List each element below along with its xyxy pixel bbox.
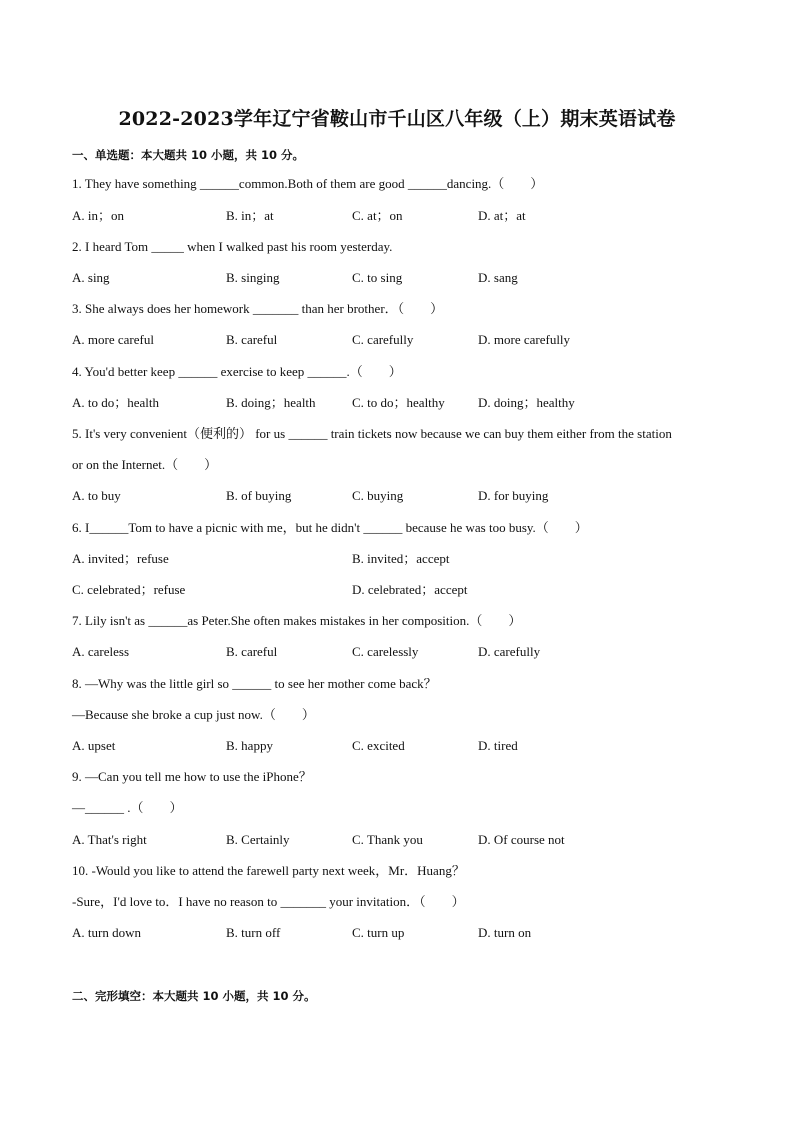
question-4-options [72, 395, 752, 411]
question-8-options [72, 738, 752, 754]
question-6-options-row-2 [72, 582, 752, 598]
option-c: C. turn up [352, 925, 405, 940]
option-a: A. in；on [72, 208, 125, 223]
option-d: D. Of course not [478, 832, 565, 847]
option-b: B. doing；health [226, 395, 316, 410]
option-a: A. to buy [72, 488, 121, 503]
question-3-stem: 3. She always does her homework _______ than her brother．（ ） [72, 301, 444, 316]
question-1-stem: 1. They have something ______common.Both of them are good ______dancing.（ ） [72, 176, 544, 191]
question-7-stem: 7. Lily isn't as ______as Peter.She often makes mistakes in her composition.（ ） [72, 613, 522, 628]
option-c: C. Thank you [352, 832, 423, 847]
question-10-stem-continued: -Sure，I'd love to．I have no reason to _______ your invitation．（ ） [72, 894, 465, 909]
question-7-options [72, 644, 752, 660]
option-b: B. of buying [226, 488, 292, 503]
question-5-stem: 5. It's very convenient（便利的） for us ______ train tickets now because we can buy them either from the station [72, 426, 672, 441]
option-d: D. carefully [478, 644, 541, 659]
option-d: D. celebrated；accept [352, 582, 468, 597]
option-d: D. doing；healthy [478, 395, 575, 410]
exam-title: 2022-2023学年辽宁省鞍山市千山区八年级（上）期末英语试卷 [118, 108, 676, 130]
option-b: B. singing [226, 270, 280, 285]
option-c: C. carefully [352, 332, 414, 347]
section-heading-cloze: 二、完形填空：本大题共 10 小题，共 10 分。 [72, 989, 316, 1003]
option-c: C. carelessly [352, 644, 419, 659]
option-a: A. invited；refuse [72, 551, 169, 566]
question-8-stem: 8. —Why was the little girl so ______ to see her mother come back？ [72, 676, 437, 691]
question-4-stem: 4. You'd better keep ______ exercise to keep ______.（ ） [72, 364, 402, 379]
option-a: A. careless [72, 644, 130, 659]
option-b: B. Certainly [226, 832, 290, 847]
question-9-stem: 9. —Can you tell me how to use the iPhone？ [72, 769, 312, 784]
question-10-options [72, 925, 752, 941]
question-9-stem-continued: —______ .（ ） [72, 800, 183, 815]
option-c: C. to sing [352, 270, 403, 285]
option-a: A. sing [72, 270, 110, 285]
option-c: C. celebrated；refuse [72, 582, 186, 597]
question-3-options [72, 332, 752, 348]
option-b: B. turn off [226, 925, 281, 940]
option-b: B. in；at [226, 208, 274, 223]
option-c: C. excited [352, 738, 405, 753]
option-b: B. careful [226, 332, 278, 347]
option-d: D. more carefully [478, 332, 571, 347]
question-5-stem-continued: or on the Internet.（ ） [72, 457, 218, 472]
option-d: D. at；at [478, 208, 526, 223]
question-6-stem: 6. I______Tom to have a picnic with me，but he didn't ______ because he was too busy.（ ） [72, 520, 588, 535]
option-a: A. turn down [72, 925, 141, 940]
question-1-options [72, 208, 752, 224]
option-a: A. That's right [72, 832, 147, 847]
option-a: A. more careful [72, 332, 154, 347]
question-2-stem: 2. I heard Tom _____ when I walked past his room yesterday. [72, 239, 393, 254]
question-2-options [72, 270, 752, 286]
option-b: B. careful [226, 644, 278, 659]
option-a: A. upset [72, 738, 116, 753]
option-d: D. turn on [478, 925, 532, 940]
section-heading-single-choice: 一、单选题：本大题共 10 小题，共 10 分。 [72, 148, 305, 162]
option-c: C. to do；healthy [352, 395, 445, 410]
question-9-options [72, 832, 752, 848]
option-b: B. invited；accept [352, 551, 450, 566]
question-10-stem: 10. -Would you like to attend the farewell party next week，Mr．Huang？ [72, 863, 465, 878]
question-6-options-row-1 [72, 551, 752, 567]
question-5-options [72, 488, 752, 504]
option-c: C. at；on [352, 208, 403, 223]
option-d: D. sang [478, 270, 518, 285]
option-c: C. buying [352, 488, 404, 503]
option-a: A. to do；health [72, 395, 160, 410]
option-d: D. for buying [478, 488, 549, 503]
option-b: B. happy [226, 738, 273, 753]
option-d: D. tired [478, 738, 518, 753]
question-8-stem-continued: —Because she broke a cup just now.（ ） [72, 707, 315, 722]
